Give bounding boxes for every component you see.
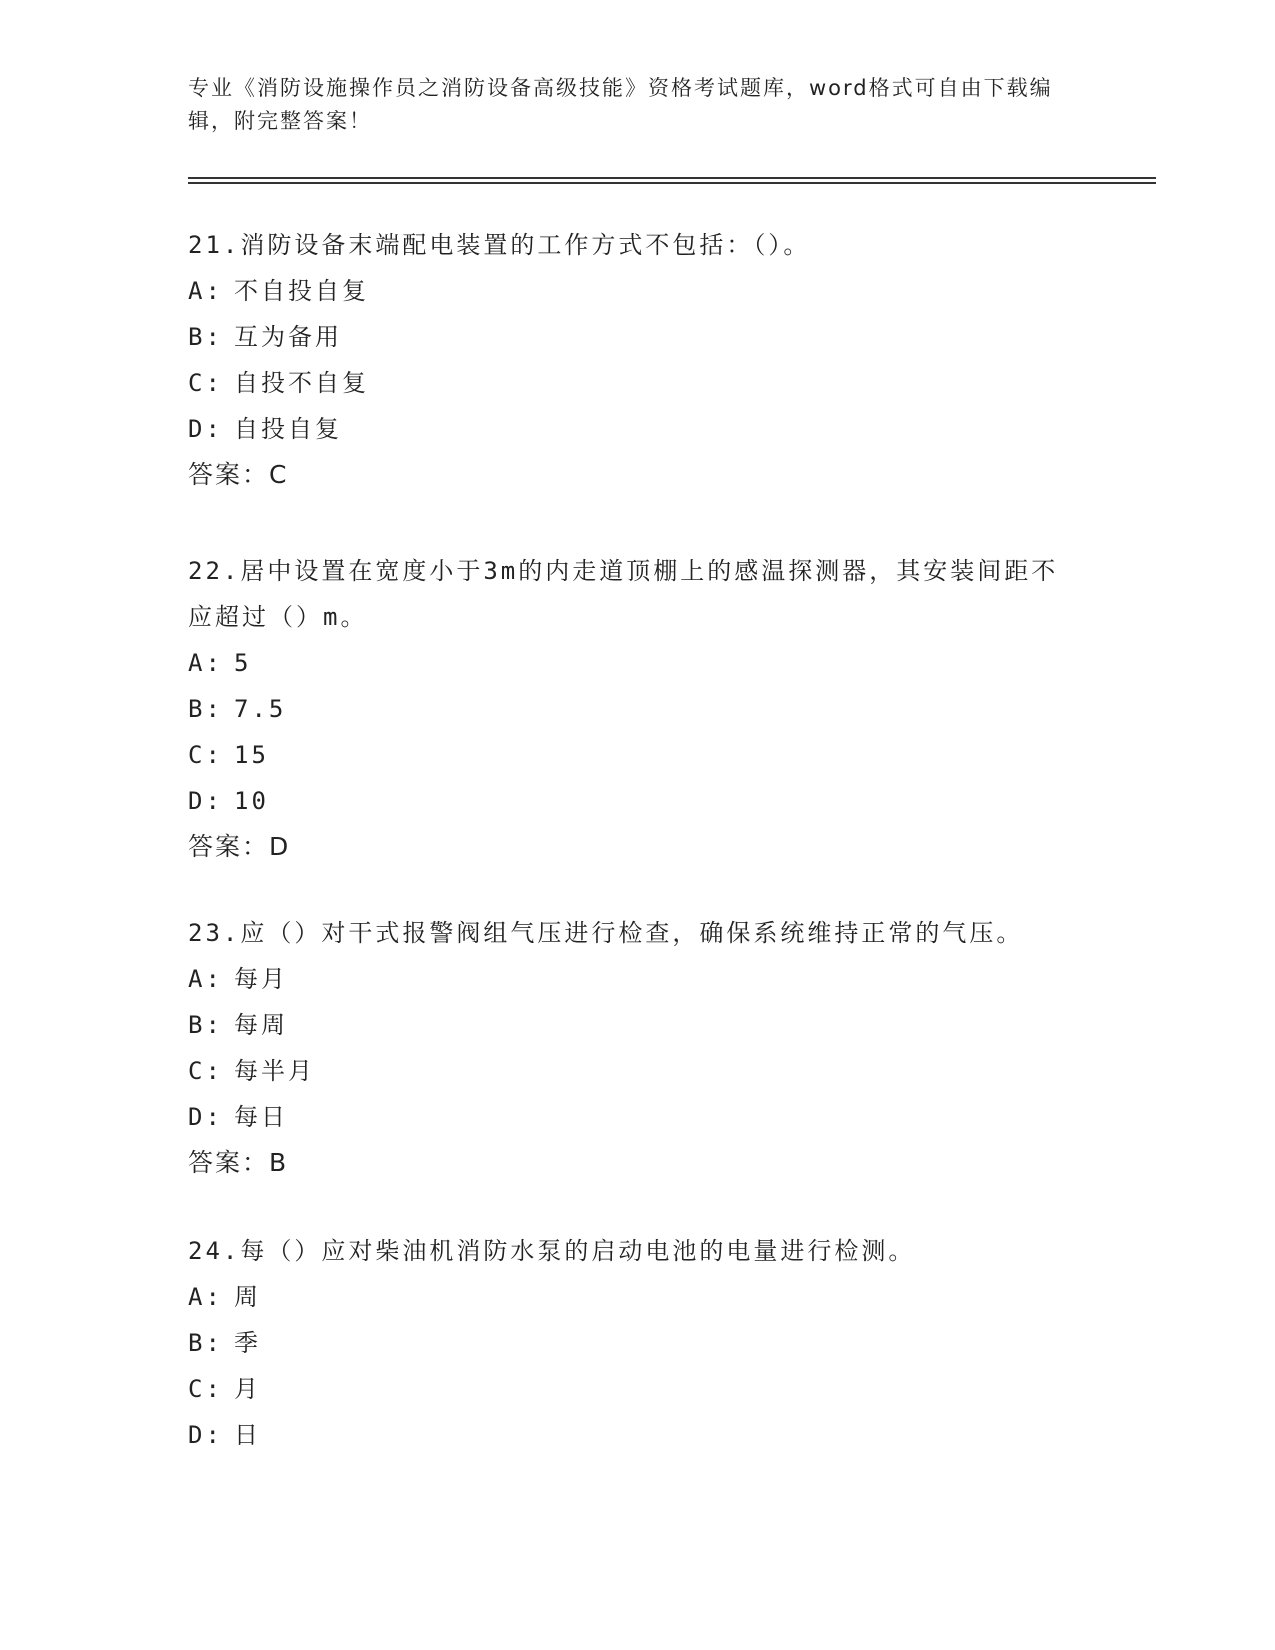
option-label: A: xyxy=(188,1283,223,1311)
option-a xyxy=(188,956,1088,1002)
option-a xyxy=(188,640,1068,686)
header-divider-top xyxy=(188,177,1156,179)
option-text: 5 xyxy=(234,649,252,677)
option-text: 15 xyxy=(234,741,269,769)
option-label: A: xyxy=(188,277,223,305)
option-b xyxy=(188,1320,1088,1366)
option-label: D: xyxy=(188,1103,223,1131)
option-text: 季 xyxy=(234,1329,261,1357)
option-c xyxy=(188,360,1088,406)
option-label: D: xyxy=(188,415,223,443)
option-label: C: xyxy=(188,741,223,769)
option-label: B: xyxy=(188,1329,223,1357)
option-label: A: xyxy=(188,649,223,677)
option-c xyxy=(188,732,1068,778)
option-text: 日 xyxy=(234,1421,261,1449)
question-24 xyxy=(188,1228,1088,1458)
question-stem: 24.每（）应对柴油机消防水泵的启动电池的电量进行检测。 xyxy=(188,1237,916,1265)
option-label: B: xyxy=(188,1011,223,1039)
option-b xyxy=(188,314,1088,360)
option-label: C: xyxy=(188,369,223,397)
option-label: B: xyxy=(188,695,223,723)
option-label: B: xyxy=(188,323,223,351)
option-text: 月 xyxy=(234,1375,261,1403)
option-label: D: xyxy=(188,787,223,815)
option-d xyxy=(188,1412,1088,1458)
document-header: 专业《消防设施操作员之消防设备高级技能》资格考试题库，word格式可自由下载编辑，附完整答案！ xyxy=(188,76,1053,133)
option-text: 每半月 xyxy=(234,1057,315,1085)
answer: 答案：B xyxy=(188,1148,289,1177)
question-21 xyxy=(188,222,1088,498)
option-d xyxy=(188,1094,1088,1140)
option-c xyxy=(188,1048,1088,1094)
question-23 xyxy=(188,910,1088,1186)
option-text: 7.5 xyxy=(234,695,287,723)
option-text: 不自投自复 xyxy=(234,277,369,305)
question-stem: 23.应（）对干式报警阀组气压进行检查，确保系统维持正常的气压。 xyxy=(188,919,1024,947)
answer: 答案：D xyxy=(188,832,291,861)
option-text: 每月 xyxy=(234,965,288,993)
question-stem: 22.居中设置在宽度小于3m的内走道顶棚上的感温探测器，其安装间距不应超过（）m。 xyxy=(188,557,1059,631)
option-label: A: xyxy=(188,965,223,993)
option-c xyxy=(188,1366,1088,1412)
option-label: C: xyxy=(188,1057,223,1085)
option-label: D: xyxy=(188,1421,223,1449)
header-divider-bottom xyxy=(188,182,1156,184)
option-b xyxy=(188,1002,1088,1048)
option-d xyxy=(188,778,1068,824)
option-a xyxy=(188,268,1088,314)
option-text: 每日 xyxy=(234,1103,288,1131)
option-text: 每周 xyxy=(234,1011,288,1039)
option-text: 互为备用 xyxy=(234,323,342,351)
option-text: 自投自复 xyxy=(234,415,342,443)
option-text: 周 xyxy=(234,1283,261,1311)
option-a xyxy=(188,1274,1088,1320)
question-stem: 21.消防设备末端配电装置的工作方式不包括：（）。 xyxy=(188,231,811,259)
option-text: 自投不自复 xyxy=(234,369,369,397)
option-b xyxy=(188,686,1068,732)
option-text: 10 xyxy=(234,787,269,815)
option-label: C: xyxy=(188,1375,223,1403)
question-22 xyxy=(188,548,1068,870)
option-d xyxy=(188,406,1088,452)
answer: 答案：C xyxy=(188,460,289,489)
